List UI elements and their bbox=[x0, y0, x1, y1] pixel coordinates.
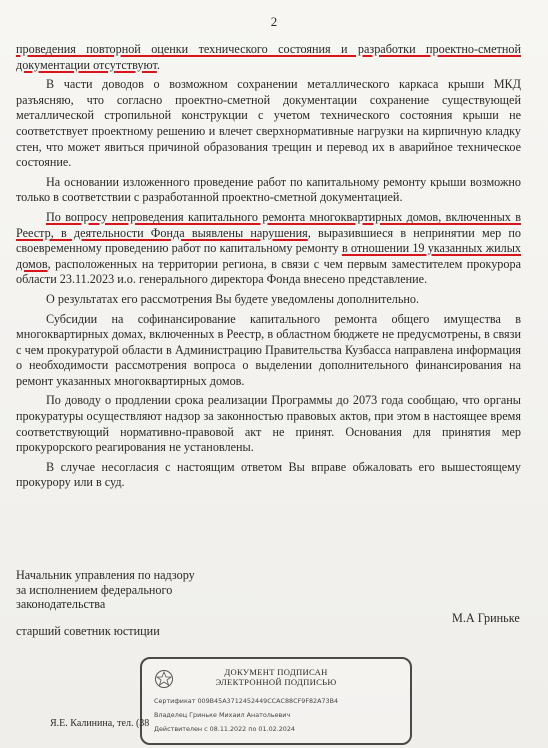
letter-body bbox=[16, 42, 521, 495]
highlighted-text: в отношении 19 указанных жилых домов bbox=[16, 241, 521, 271]
signatory-position-line: законодательства bbox=[16, 597, 106, 611]
page-number: 2 bbox=[270, 14, 278, 29]
paragraph bbox=[16, 175, 521, 206]
paragraph bbox=[16, 312, 521, 390]
text-segment: . bbox=[156, 57, 160, 72]
paragraph bbox=[16, 460, 521, 491]
text-segment: По доводу о продлении срока реализации Программы до 2073 года сообщаю, что органы прокуратуры осуществляют надзор за законностью правовых актов, при этом в настоящее время соответствующий нормативно-правовой акт не принят. Основания для принятия мер прокурорского реагирования не установлены. bbox=[16, 393, 521, 455]
signatory-position-line: за исполнением федерального bbox=[16, 582, 173, 597]
paragraph bbox=[16, 393, 521, 455]
paragraph bbox=[16, 210, 521, 288]
executor-contact: Я.Е. Калинина, тел. (38 bbox=[50, 718, 150, 729]
text-segment: , расположенных на территории региона, в связи с чем первым заместителем прокурора области 23.11.2023 и.о. генерального директора Фонда внесено представление. bbox=[16, 256, 521, 287]
text-segment: На основании изложенного проведение работ по капитальному ремонту крыши возможно только в соответствии с разработанной проектно-сметной документацией. bbox=[16, 174, 521, 205]
text-segment: , выразившиеся в непринятии мер по своевременному проведению работ по капитальному ремонту bbox=[16, 225, 522, 256]
text-segment: О результатах его рассмотрения Вы будете уведомлены дополнительно. bbox=[46, 291, 420, 306]
stamp-certificate: Сертификат 009В45А3712452449ССАС88СF9F82А73В4 bbox=[154, 697, 339, 705]
paragraph bbox=[16, 292, 521, 308]
signatory-block bbox=[16, 568, 276, 638]
text-segment: В части доводов о возможном сохранении металлического каркаса крыши МКД разъясняю, что согласно проектно-сметной документации сохранение существующей металлической стропильной конструкции с учетом технического состояния крыши не соответствует проектному решению и влечет сверхнормативные нагрузки на кирпичную кладку стен, что может явиться причиной образования трещин и перевод их в аварийное техническое состояние. bbox=[16, 77, 521, 170]
stamp-validity: Действителен с 08.11.2022 по 01.02.2024 bbox=[154, 725, 295, 733]
signatory-rank: старший советник юстиции bbox=[16, 623, 160, 638]
stamp-owner: Владелец Гриньке Михаил Анатольевич bbox=[154, 711, 291, 719]
stamp-title: ДОКУМЕНТ ПОДПИСАН ЭЛЕКТРОННОЙ ПОДПИСЬЮ bbox=[215, 667, 337, 687]
signatory-name: М.А Гриньке bbox=[452, 611, 520, 625]
highlighted-text: По вопросу непроведения капитального ремонта многоквартирных домов, включенных в Реестр, в деятельности Фонда выявлены нарушения bbox=[16, 209, 521, 240]
text-segment: Субсидии на софинансирование капитального ремонта общего имущества в многоквартирных домах, включенных в Реестр, в областном бюджете не предусмотрены, в связи с чем прокуратурой области в Администрацию Правительства Кузбасса направлена информация о необходимости рассмотрения вопроса о выделении дополнительного финансирования на ремонт указанных многоквартирных домов. bbox=[16, 311, 521, 388]
highlighted-text: проведения повторной оценки технического состояния и разработки проектно-сметной документации отсутствуют bbox=[16, 42, 521, 72]
paragraph bbox=[16, 42, 521, 73]
signatory-position-line: Начальник управления по надзору bbox=[16, 568, 195, 582]
paragraph bbox=[16, 77, 521, 171]
text-segment: В случае несогласия с настоящим ответом Вы вправе обжаловать его вышестоящему прокурору или в суд. bbox=[16, 459, 521, 490]
electronic-signature-stamp bbox=[140, 657, 412, 745]
